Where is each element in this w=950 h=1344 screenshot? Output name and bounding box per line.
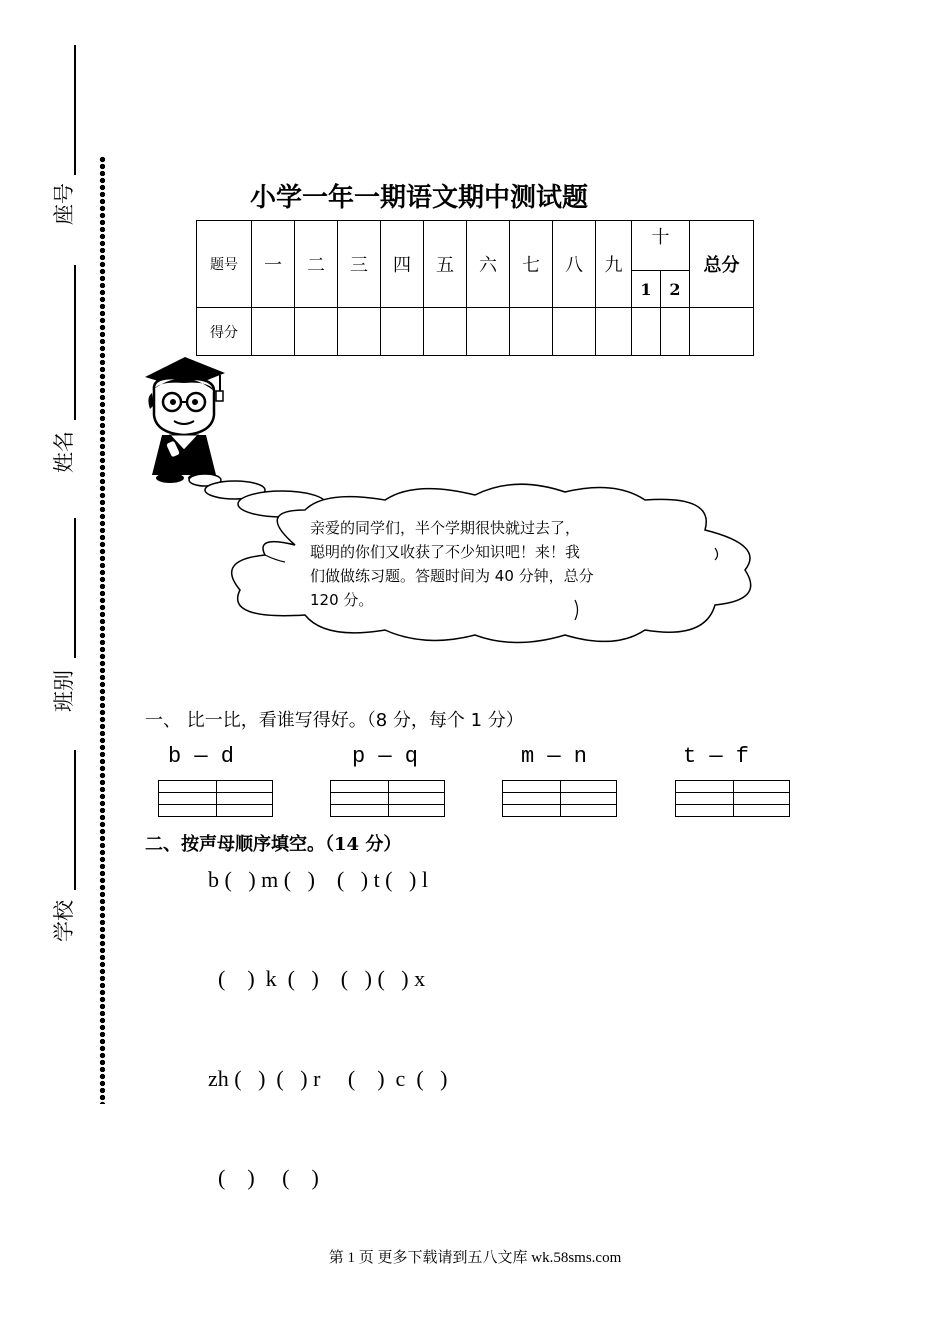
score-cell[interactable] [381,308,424,356]
col-8: 八 [553,221,596,308]
page-title: 小学一年一期语文期中测试题 [250,183,589,213]
score-cell[interactable] [596,308,632,356]
letter-pair-tf: t — f [683,744,750,769]
section-2-heading-end: ） [383,834,402,855]
col-1: 一 [252,221,295,308]
fill-line-4[interactable]: ( ) ( ) [218,1165,319,1190]
section-2-heading [145,830,401,856]
score-cell[interactable] [252,308,295,356]
binding-dotted-line [99,156,106,1104]
writing-grid[interactable] [502,780,617,817]
col-4: 四 [381,221,424,308]
name-label: 姓名 [52,431,76,473]
col-6: 六 [467,221,510,308]
score-cell[interactable] [661,308,690,356]
intro-line-1: 亲爱的同学们，半个学期很快就过去了， [310,519,581,537]
col-7: 七 [510,221,553,308]
fill-line-2[interactable]: ( ) k ( ) ( ) ( ) x [218,966,426,991]
name-underline [74,265,76,420]
section-2-points: 14 分 [334,834,384,855]
score-cell[interactable] [338,308,381,356]
col-10-sub-1: 1 [632,271,661,308]
letter-pair-mn: m — n [521,744,588,769]
score-row-header: 得分 [197,308,252,356]
score-cell[interactable] [510,308,553,356]
total-header: 总分 [690,221,754,308]
col-10: 十 [632,221,690,271]
col-3: 三 [338,221,381,308]
col-5: 五 [424,221,467,308]
graduate-cartoon-illustration [140,355,235,485]
score-cell[interactable] [467,308,510,356]
col-2: 二 [295,221,338,308]
page-footer: 第 1 页 更多下载请到五八文库 wk.58sms.com [328,1250,622,1266]
question-number-header: 题号 [197,221,252,308]
score-table [196,220,754,356]
seat-underline [74,45,76,175]
total-score-cell[interactable] [690,308,754,356]
score-cell[interactable] [424,308,467,356]
writing-grid[interactable] [158,780,273,817]
intro-line-4: 120 分。 [310,591,374,609]
col-9: 九 [596,221,632,308]
score-cell[interactable] [632,308,661,356]
intro-message [310,516,640,612]
school-underline [74,750,76,890]
fill-line-3[interactable]: zh ( ) ( ) r ( ) c ( ) [208,1066,448,1091]
letter-pair-bd: b — d [168,744,235,769]
school-label: 学校 [52,900,76,942]
writing-grid[interactable] [330,780,445,817]
intro-line-2: 聪明的你们又收获了不少知识吧！来！我 [310,543,581,561]
score-cell[interactable] [553,308,596,356]
writing-grid[interactable] [675,780,790,817]
class-label: 班别 [52,670,76,712]
class-underline [74,518,76,658]
col-10-sub-2: 2 [661,271,690,308]
letter-pair-pq: p — q [352,744,419,769]
section-2-heading-text: 二、按声母顺序填空。（ [145,834,334,855]
fill-line-1[interactable]: b ( ) m ( ) ( ) t ( ) l [208,867,428,892]
section-1-heading: 一、 比一比，看谁写得好。（8 分，每个 1 分） [145,710,524,731]
intro-line-3: 们做做练习题。答题时间为 40 分钟，总分 [310,567,594,585]
seat-label: 座号 [52,183,76,225]
score-cell[interactable] [295,308,338,356]
